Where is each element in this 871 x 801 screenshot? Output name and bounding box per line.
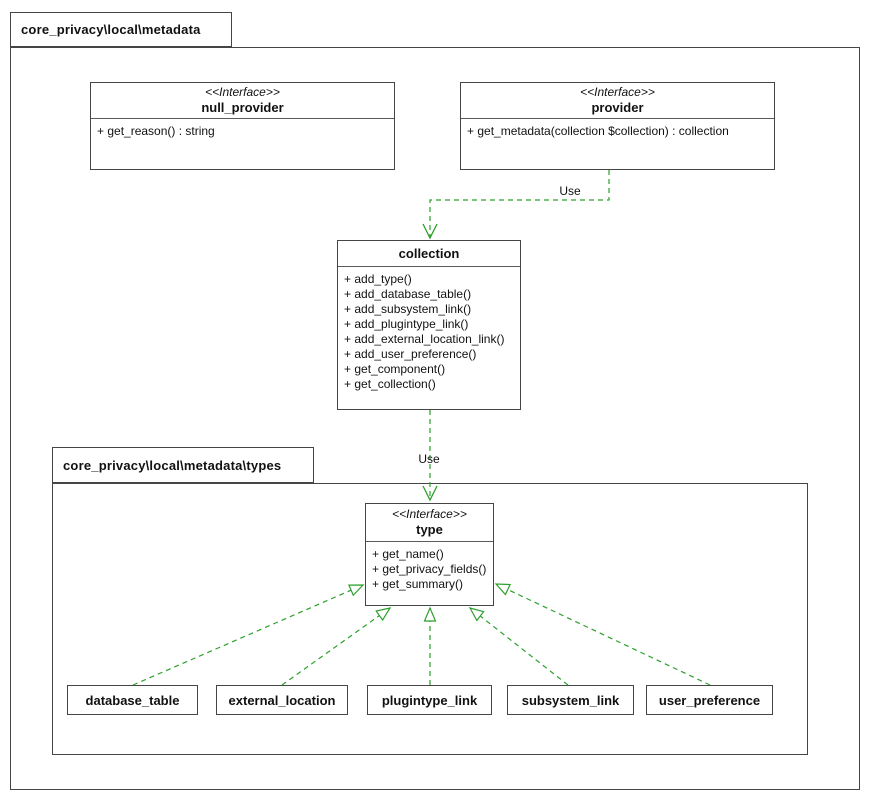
method-item: + add_external_location_link(): [344, 332, 505, 346]
class-name: plugintype_link: [381, 692, 478, 708]
method-item: + get_name(): [372, 547, 444, 561]
class-name: collection: [398, 245, 460, 261]
class-name: user_preference: [658, 692, 761, 708]
class-box-external-location: [216, 685, 348, 715]
class-box-collection: [337, 240, 521, 410]
class-box-null-provider: [90, 82, 395, 170]
edge-label-use-provider: Use: [559, 184, 581, 198]
class-header-provider: [461, 83, 774, 119]
class-members-collection: [338, 267, 520, 392]
class-name: null_provider: [201, 100, 284, 115]
stereotype-label: <<Interface>>: [580, 85, 655, 99]
method-item: + add_plugintype_link(): [344, 317, 469, 331]
class-box-subsystem-link: [507, 685, 634, 715]
class-name: subsystem_link: [521, 692, 620, 708]
method-item: + get_privacy_fields(): [372, 562, 487, 576]
class-name: type: [416, 522, 443, 537]
class-header-type: [366, 504, 493, 542]
method-item: + get_metadata(collection $collection) : collection: [467, 124, 729, 138]
class-box-provider: [460, 82, 775, 170]
stereotype-label: <<Interface>>: [205, 85, 280, 99]
package-tab-metadata-types: [52, 447, 314, 483]
package-title-metadata: core_privacy\local\metadata: [21, 22, 201, 37]
class-name: database_table: [85, 692, 180, 708]
class-header-null-provider: [91, 83, 394, 119]
class-members-type: [366, 542, 493, 592]
class-box-type: [365, 503, 494, 606]
method-item: + add_user_preference(): [344, 347, 477, 361]
method-item: + add_database_table(): [344, 287, 472, 301]
stereotype-label: <<Interface>>: [392, 507, 467, 521]
class-box-database-table: [67, 685, 198, 715]
package-tab-metadata: [10, 12, 232, 47]
method-item: + get_component(): [344, 362, 446, 376]
class-header-collection: [338, 241, 520, 267]
class-members-provider: [461, 119, 774, 139]
class-name: external_location: [228, 692, 336, 708]
method-item: + get_reason() : string: [97, 124, 215, 138]
class-members-null-provider: [91, 119, 394, 139]
package-title-metadata-types: core_privacy\local\metadata\types: [63, 457, 282, 473]
class-box-plugintype-link: [367, 685, 492, 715]
method-item: + get_summary(): [372, 577, 464, 591]
method-item: + add_subsystem_link(): [344, 302, 472, 316]
class-box-user-preference: [646, 685, 773, 715]
class-name: provider: [591, 100, 644, 115]
method-item: + get_collection(): [344, 377, 436, 391]
method-item: + add_type(): [344, 272, 412, 286]
edge-label-use-collection: Use: [418, 452, 440, 466]
